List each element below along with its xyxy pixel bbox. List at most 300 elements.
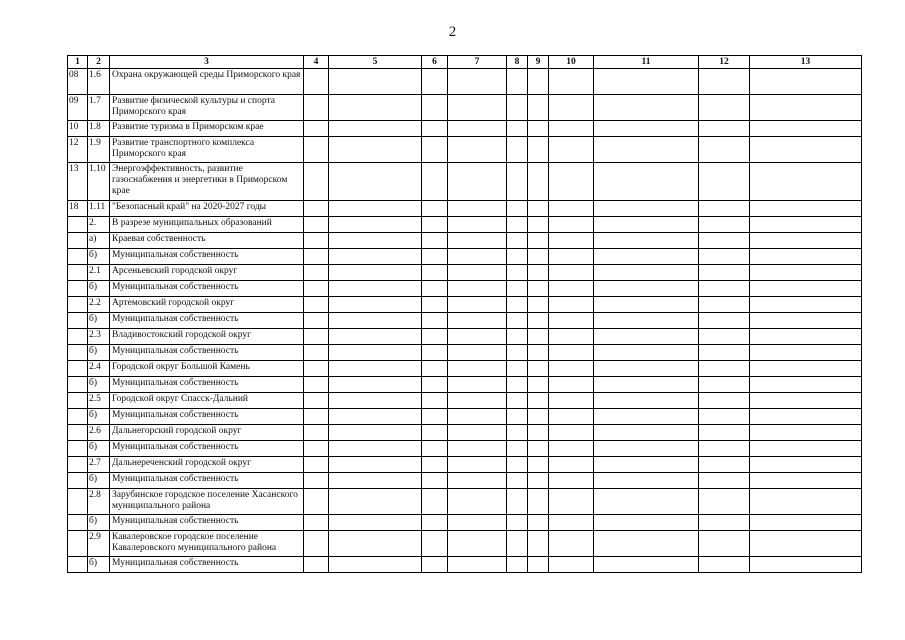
cell-empty bbox=[528, 425, 549, 441]
cell-empty bbox=[448, 249, 507, 265]
cell-empty bbox=[422, 557, 448, 573]
cell-empty bbox=[699, 457, 750, 473]
table-header-row bbox=[68, 56, 862, 69]
cell-empty bbox=[304, 297, 329, 313]
cell-empty bbox=[594, 425, 699, 441]
cell-empty bbox=[750, 95, 862, 121]
cell-empty bbox=[329, 457, 422, 473]
table-row bbox=[68, 329, 862, 345]
cell-number: 1.7 bbox=[88, 95, 110, 121]
cell-empty bbox=[594, 531, 699, 557]
cell-code bbox=[68, 531, 88, 557]
cell-empty bbox=[507, 297, 528, 313]
cell-empty bbox=[549, 217, 594, 233]
cell-empty bbox=[699, 95, 750, 121]
cell-empty bbox=[448, 201, 507, 217]
cell-name: Дальнереченский городской округ bbox=[110, 457, 304, 473]
cell-empty bbox=[549, 425, 594, 441]
cell-empty bbox=[422, 313, 448, 329]
cell-number: б) bbox=[88, 313, 110, 329]
cell-empty bbox=[750, 361, 862, 377]
cell-empty bbox=[549, 409, 594, 425]
cell-empty bbox=[699, 393, 750, 409]
cell-code: 13 bbox=[68, 163, 88, 201]
cell-empty bbox=[594, 137, 699, 163]
cell-empty bbox=[594, 233, 699, 249]
cell-empty bbox=[422, 457, 448, 473]
cell-empty bbox=[304, 473, 329, 489]
cell-empty bbox=[507, 441, 528, 457]
table-row bbox=[68, 121, 862, 137]
cell-empty bbox=[329, 441, 422, 457]
cell-empty bbox=[549, 329, 594, 345]
cell-empty bbox=[528, 361, 549, 377]
cell-empty bbox=[507, 515, 528, 531]
cell-empty bbox=[304, 137, 329, 163]
cell-name: Зарубинское городское поселение Хасанского муниципального района bbox=[110, 489, 304, 515]
column-header-1: 1 bbox=[68, 56, 88, 69]
page-number: 2 bbox=[448, 24, 457, 40]
cell-empty bbox=[507, 425, 528, 441]
cell-empty bbox=[304, 329, 329, 345]
cell-name: В разрезе муниципальных образований bbox=[110, 217, 304, 233]
cell-empty bbox=[507, 489, 528, 515]
cell-empty bbox=[507, 281, 528, 297]
cell-code bbox=[68, 473, 88, 489]
cell-empty bbox=[699, 121, 750, 137]
cell-empty bbox=[304, 409, 329, 425]
cell-empty bbox=[750, 249, 862, 265]
cell-code bbox=[68, 297, 88, 313]
cell-name: Энергоэффективность, развитие газоснабжения и энергетики в Приморском крае bbox=[110, 163, 304, 201]
cell-name: Муниципальная собственность bbox=[110, 515, 304, 531]
cell-code: 10 bbox=[68, 121, 88, 137]
cell-empty bbox=[304, 361, 329, 377]
table-row bbox=[68, 345, 862, 361]
cell-empty bbox=[528, 137, 549, 163]
cell-empty bbox=[528, 249, 549, 265]
cell-empty bbox=[422, 69, 448, 95]
cell-empty bbox=[422, 249, 448, 265]
cell-empty bbox=[549, 201, 594, 217]
cell-empty bbox=[304, 281, 329, 297]
cell-empty bbox=[422, 489, 448, 515]
cell-empty bbox=[699, 377, 750, 393]
cell-empty bbox=[448, 69, 507, 95]
cell-code bbox=[68, 441, 88, 457]
cell-number: б) bbox=[88, 377, 110, 393]
table-row bbox=[68, 233, 862, 249]
cell-number: 1.8 bbox=[88, 121, 110, 137]
table-row bbox=[68, 297, 862, 313]
cell-empty bbox=[549, 473, 594, 489]
cell-empty bbox=[304, 531, 329, 557]
cell-code bbox=[68, 249, 88, 265]
cell-empty bbox=[549, 163, 594, 201]
table-row bbox=[68, 557, 862, 573]
cell-number: 2.2 bbox=[88, 297, 110, 313]
cell-empty bbox=[304, 377, 329, 393]
cell-name: Развитие транспортного комплекса Приморского края bbox=[110, 137, 304, 163]
cell-number: 2. bbox=[88, 217, 110, 233]
cell-code bbox=[68, 393, 88, 409]
cell-empty bbox=[329, 201, 422, 217]
cell-empty bbox=[304, 121, 329, 137]
cell-name: Арсеньевский городской округ bbox=[110, 265, 304, 281]
cell-empty bbox=[304, 249, 329, 265]
cell-empty bbox=[507, 345, 528, 361]
cell-empty bbox=[507, 137, 528, 163]
cell-empty bbox=[329, 281, 422, 297]
cell-empty bbox=[528, 557, 549, 573]
cell-code bbox=[68, 329, 88, 345]
cell-empty bbox=[699, 249, 750, 265]
cell-empty bbox=[507, 313, 528, 329]
cell-empty bbox=[594, 121, 699, 137]
cell-code bbox=[68, 557, 88, 573]
cell-empty bbox=[304, 557, 329, 573]
cell-empty bbox=[699, 233, 750, 249]
cell-empty bbox=[329, 217, 422, 233]
cell-empty bbox=[329, 265, 422, 281]
cell-name: Развитие туризма в Приморском крае bbox=[110, 121, 304, 137]
cell-empty bbox=[507, 121, 528, 137]
cell-empty bbox=[448, 557, 507, 573]
cell-empty bbox=[329, 249, 422, 265]
table-row bbox=[68, 163, 862, 201]
cell-empty bbox=[448, 217, 507, 233]
cell-empty bbox=[528, 489, 549, 515]
cell-empty bbox=[549, 345, 594, 361]
cell-number: 1.11 bbox=[88, 201, 110, 217]
cell-empty bbox=[422, 121, 448, 137]
table-row bbox=[68, 515, 862, 531]
cell-empty bbox=[699, 265, 750, 281]
cell-empty bbox=[699, 217, 750, 233]
table-row bbox=[68, 95, 862, 121]
cell-empty bbox=[528, 473, 549, 489]
cell-empty bbox=[507, 473, 528, 489]
table-row bbox=[68, 457, 862, 473]
column-header-10: 10 bbox=[549, 56, 594, 69]
cell-empty bbox=[422, 515, 448, 531]
column-header-12: 12 bbox=[699, 56, 750, 69]
cell-empty bbox=[594, 297, 699, 313]
cell-number: б) bbox=[88, 281, 110, 297]
cell-empty bbox=[549, 313, 594, 329]
cell-empty bbox=[594, 313, 699, 329]
cell-empty bbox=[594, 281, 699, 297]
cell-empty bbox=[549, 297, 594, 313]
cell-empty bbox=[528, 233, 549, 249]
table-row bbox=[68, 489, 862, 515]
cell-empty bbox=[750, 557, 862, 573]
cell-empty bbox=[528, 409, 549, 425]
table-row bbox=[68, 217, 862, 233]
cell-empty bbox=[528, 457, 549, 473]
cell-empty bbox=[528, 69, 549, 95]
cell-code bbox=[68, 233, 88, 249]
cell-empty bbox=[448, 531, 507, 557]
cell-code bbox=[68, 515, 88, 531]
cell-empty bbox=[699, 201, 750, 217]
table-body bbox=[68, 69, 862, 573]
cell-empty bbox=[594, 473, 699, 489]
cell-empty bbox=[448, 265, 507, 281]
cell-empty bbox=[594, 393, 699, 409]
table-row bbox=[68, 281, 862, 297]
cell-empty bbox=[750, 393, 862, 409]
cell-name: Городской округ Большой Камень bbox=[110, 361, 304, 377]
cell-empty bbox=[329, 69, 422, 95]
cell-empty bbox=[507, 69, 528, 95]
cell-empty bbox=[594, 163, 699, 201]
cell-number: а) bbox=[88, 233, 110, 249]
cell-empty bbox=[448, 137, 507, 163]
cell-name: Муниципальная собственность bbox=[110, 377, 304, 393]
column-header-8: 8 bbox=[507, 56, 528, 69]
cell-empty bbox=[448, 297, 507, 313]
cell-empty bbox=[448, 95, 507, 121]
cell-empty bbox=[422, 95, 448, 121]
cell-empty bbox=[507, 361, 528, 377]
cell-empty bbox=[422, 281, 448, 297]
cell-empty bbox=[699, 531, 750, 557]
cell-empty bbox=[448, 457, 507, 473]
cell-empty bbox=[594, 489, 699, 515]
cell-empty bbox=[422, 233, 448, 249]
cell-number: б) bbox=[88, 473, 110, 489]
table-row bbox=[68, 377, 862, 393]
table-row bbox=[68, 313, 862, 329]
cell-empty bbox=[594, 441, 699, 457]
cell-empty bbox=[304, 163, 329, 201]
cell-empty bbox=[528, 515, 549, 531]
cell-empty bbox=[422, 473, 448, 489]
cell-empty bbox=[594, 249, 699, 265]
cell-code bbox=[68, 409, 88, 425]
cell-code: 18 bbox=[68, 201, 88, 217]
cell-empty bbox=[304, 201, 329, 217]
cell-empty bbox=[507, 217, 528, 233]
table-row bbox=[68, 409, 862, 425]
cell-empty bbox=[528, 345, 549, 361]
cell-empty bbox=[507, 233, 528, 249]
cell-empty bbox=[304, 69, 329, 95]
cell-code bbox=[68, 361, 88, 377]
cell-empty bbox=[507, 249, 528, 265]
cell-number: 1.9 bbox=[88, 137, 110, 163]
cell-empty bbox=[448, 313, 507, 329]
cell-empty bbox=[750, 163, 862, 201]
cell-empty bbox=[750, 201, 862, 217]
cell-empty bbox=[594, 557, 699, 573]
cell-empty bbox=[594, 95, 699, 121]
cell-empty bbox=[448, 393, 507, 409]
cell-empty bbox=[329, 95, 422, 121]
cell-empty bbox=[699, 425, 750, 441]
cell-empty bbox=[329, 313, 422, 329]
cell-empty bbox=[304, 489, 329, 515]
cell-empty bbox=[448, 163, 507, 201]
cell-empty bbox=[699, 489, 750, 515]
cell-empty bbox=[448, 489, 507, 515]
cell-empty bbox=[528, 265, 549, 281]
table-row bbox=[68, 473, 862, 489]
cell-code: 12 bbox=[68, 137, 88, 163]
cell-empty bbox=[422, 377, 448, 393]
cell-empty bbox=[507, 201, 528, 217]
cell-empty bbox=[329, 557, 422, 573]
cell-empty bbox=[750, 473, 862, 489]
cell-number: б) bbox=[88, 441, 110, 457]
cell-empty bbox=[549, 557, 594, 573]
table-row bbox=[68, 69, 862, 95]
cell-empty bbox=[304, 515, 329, 531]
cell-empty bbox=[594, 409, 699, 425]
cell-empty bbox=[507, 377, 528, 393]
cell-code: 09 bbox=[68, 95, 88, 121]
cell-empty bbox=[304, 425, 329, 441]
cell-empty bbox=[329, 137, 422, 163]
cell-empty bbox=[750, 297, 862, 313]
cell-empty bbox=[304, 265, 329, 281]
cell-empty bbox=[304, 233, 329, 249]
cell-empty bbox=[507, 329, 528, 345]
cell-empty bbox=[594, 201, 699, 217]
cell-empty bbox=[594, 361, 699, 377]
cell-empty bbox=[549, 137, 594, 163]
cell-empty bbox=[750, 489, 862, 515]
cell-empty bbox=[528, 329, 549, 345]
cell-empty bbox=[528, 163, 549, 201]
cell-empty bbox=[329, 515, 422, 531]
cell-number: 2.4 bbox=[88, 361, 110, 377]
cell-empty bbox=[507, 531, 528, 557]
cell-code bbox=[68, 265, 88, 281]
cell-empty bbox=[422, 137, 448, 163]
cell-name: Владивостокский городской округ bbox=[110, 329, 304, 345]
column-header-11: 11 bbox=[594, 56, 699, 69]
cell-code bbox=[68, 377, 88, 393]
cell-empty bbox=[448, 281, 507, 297]
column-header-6: 6 bbox=[422, 56, 448, 69]
cell-empty bbox=[304, 393, 329, 409]
cell-empty bbox=[528, 201, 549, 217]
cell-empty bbox=[699, 361, 750, 377]
cell-empty bbox=[594, 345, 699, 361]
cell-name: Муниципальная собственность bbox=[110, 281, 304, 297]
cell-empty bbox=[304, 345, 329, 361]
cell-empty bbox=[549, 265, 594, 281]
table-row bbox=[68, 441, 862, 457]
cell-empty bbox=[329, 377, 422, 393]
cell-name: Муниципальная собственность bbox=[110, 409, 304, 425]
cell-empty bbox=[699, 409, 750, 425]
cell-empty bbox=[528, 217, 549, 233]
cell-empty bbox=[750, 377, 862, 393]
table-row bbox=[68, 137, 862, 163]
cell-name: Охрана окружающей среды Приморского края bbox=[110, 69, 304, 95]
cell-empty bbox=[329, 297, 422, 313]
cell-empty bbox=[750, 217, 862, 233]
cell-empty bbox=[507, 95, 528, 121]
column-header-2: 2 bbox=[88, 56, 110, 69]
cell-empty bbox=[750, 425, 862, 441]
cell-empty bbox=[507, 163, 528, 201]
cell-empty bbox=[549, 249, 594, 265]
cell-number: 2.6 bbox=[88, 425, 110, 441]
cell-empty bbox=[750, 441, 862, 457]
cell-name: Муниципальная собственность bbox=[110, 557, 304, 573]
cell-empty bbox=[549, 441, 594, 457]
cell-empty bbox=[549, 457, 594, 473]
cell-empty bbox=[448, 473, 507, 489]
column-header-7: 7 bbox=[448, 56, 507, 69]
cell-empty bbox=[448, 515, 507, 531]
cell-code bbox=[68, 217, 88, 233]
cell-empty bbox=[422, 441, 448, 457]
cell-empty bbox=[699, 163, 750, 201]
cell-empty bbox=[329, 489, 422, 515]
cell-empty bbox=[549, 489, 594, 515]
cell-empty bbox=[750, 515, 862, 531]
cell-empty bbox=[594, 217, 699, 233]
cell-number: 2.8 bbox=[88, 489, 110, 515]
cell-name: Муниципальная собственность bbox=[110, 473, 304, 489]
cell-code bbox=[68, 425, 88, 441]
cell-number: 2.7 bbox=[88, 457, 110, 473]
cell-empty bbox=[699, 557, 750, 573]
cell-name: Муниципальная собственность bbox=[110, 345, 304, 361]
cell-empty bbox=[750, 313, 862, 329]
table-row bbox=[68, 361, 862, 377]
cell-empty bbox=[422, 345, 448, 361]
cell-empty bbox=[549, 531, 594, 557]
cell-empty bbox=[594, 329, 699, 345]
cell-empty bbox=[750, 281, 862, 297]
cell-empty bbox=[699, 329, 750, 345]
cell-empty bbox=[329, 409, 422, 425]
cell-empty bbox=[448, 409, 507, 425]
cell-name: Дальнегорский городской округ bbox=[110, 425, 304, 441]
cell-empty bbox=[448, 377, 507, 393]
cell-empty bbox=[528, 297, 549, 313]
cell-empty bbox=[750, 137, 862, 163]
cell-empty bbox=[750, 329, 862, 345]
cell-empty bbox=[448, 329, 507, 345]
cell-empty bbox=[507, 557, 528, 573]
cell-empty bbox=[422, 409, 448, 425]
cell-number: б) bbox=[88, 557, 110, 573]
cell-empty bbox=[448, 361, 507, 377]
cell-empty bbox=[750, 121, 862, 137]
cell-code bbox=[68, 313, 88, 329]
cell-empty bbox=[507, 457, 528, 473]
cell-code bbox=[68, 281, 88, 297]
cell-empty bbox=[750, 69, 862, 95]
cell-empty bbox=[549, 95, 594, 121]
cell-empty bbox=[329, 425, 422, 441]
cell-empty bbox=[528, 393, 549, 409]
cell-empty bbox=[549, 361, 594, 377]
cell-empty bbox=[594, 265, 699, 281]
cell-empty bbox=[549, 515, 594, 531]
cell-empty bbox=[750, 457, 862, 473]
column-header-4: 4 bbox=[304, 56, 329, 69]
cell-name: Муниципальная собственность bbox=[110, 249, 304, 265]
cell-empty bbox=[329, 531, 422, 557]
